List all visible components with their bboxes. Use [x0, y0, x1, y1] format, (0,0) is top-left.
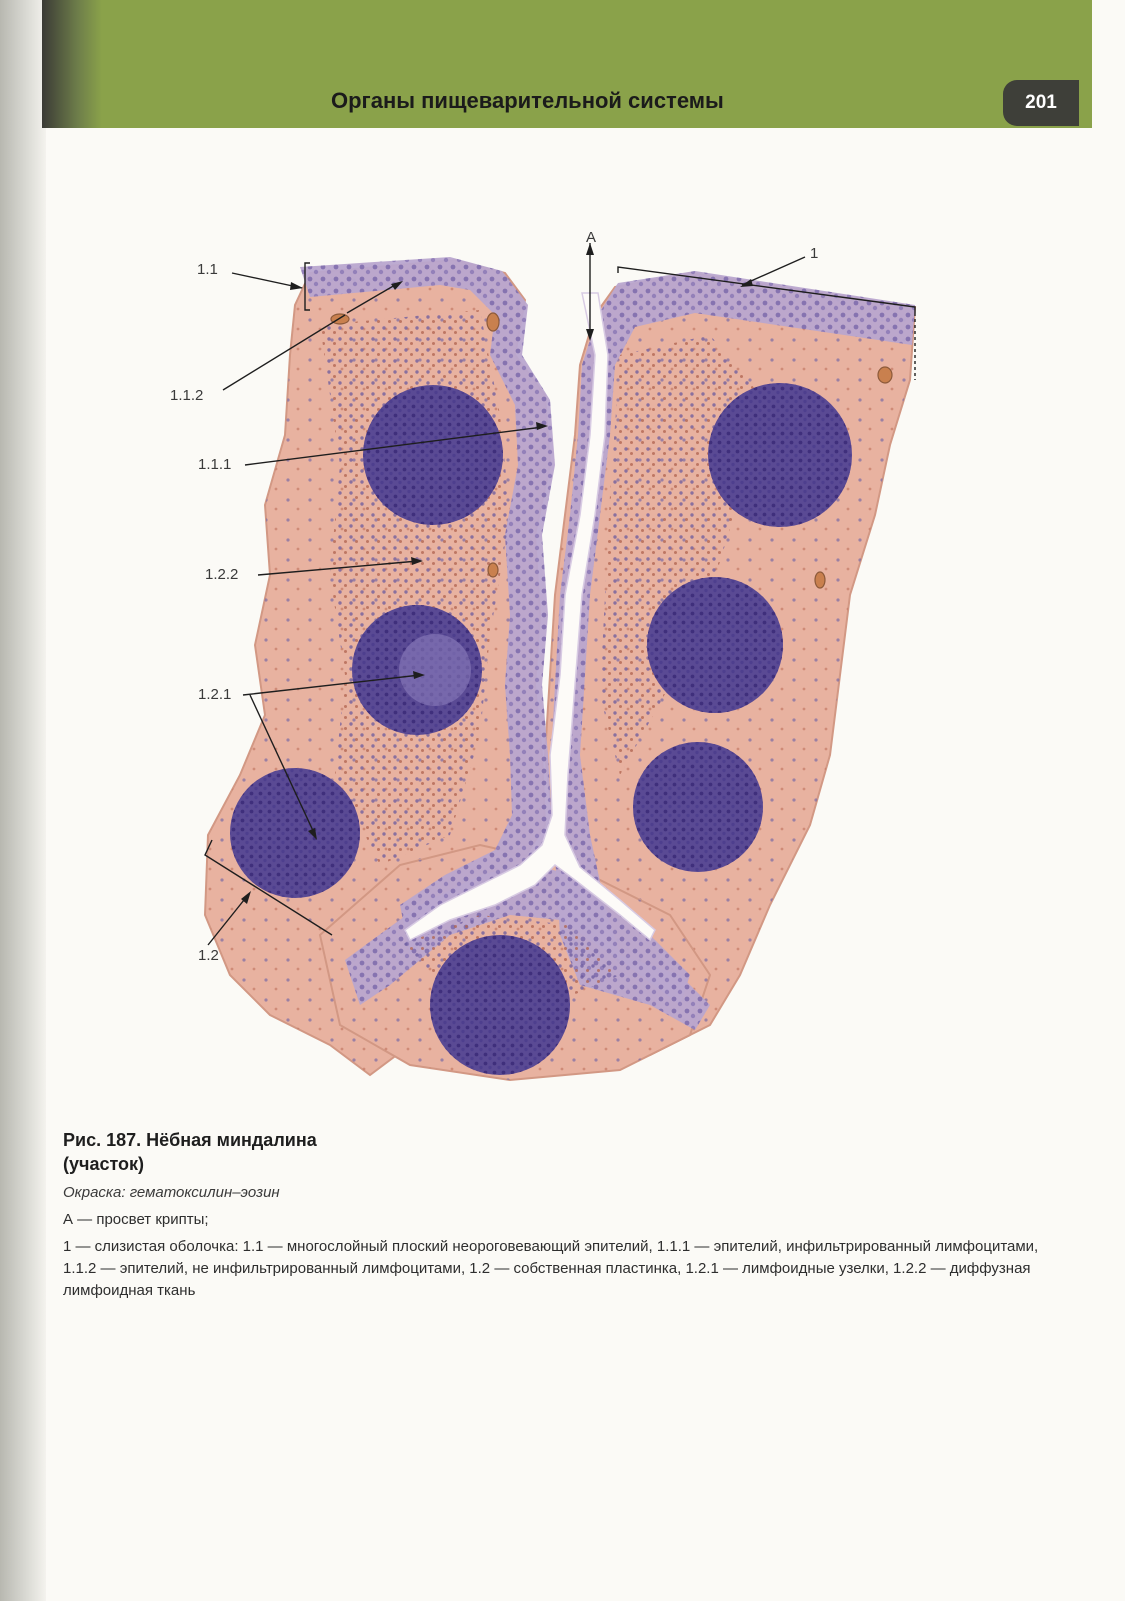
page-spine-shadow — [0, 0, 46, 1601]
caption-legend-a: А — просвет крипты; — [63, 1211, 209, 1228]
tonsil-illustration — [150, 215, 950, 1095]
header-bar-edge — [42, 0, 102, 128]
caption-stain: Окраска: гематоксилин–эозин — [63, 1184, 280, 1201]
label-A: A — [586, 229, 597, 246]
running-title: Органы пищеварительной системы — [331, 88, 724, 113]
label-1-1: 1.1 — [197, 261, 218, 278]
tonsil-drawing — [150, 215, 950, 1095]
label-1-2: 1.2 — [198, 947, 219, 964]
label-1-2-1: 1.2.1 — [198, 686, 232, 703]
figure-caption-title — [63, 1128, 463, 1176]
caption-title-line-1: Рис. 187. Нёбная миндалина — [63, 1130, 317, 1150]
label-1-2-2: 1.2.2 — [205, 566, 239, 583]
caption-legend-1: 1 — слизистая оболочка: 1.1 — многослойный плоский неороговевающий эпителий, 1.1.1 — эпителий, инфильтрированный лимфоцитами, 1.1.2 — эпителий, не инфильтрированный лимфоцитами, 1.2 — собственная пластинка, 1.2.1 — лимфоидные узелки, 1.2.2 — диффузная лимфоидная ткань — [63, 1238, 1039, 1299]
label-1-1-1: 1.1.1 — [198, 456, 232, 473]
caption-title-line-2: (участок) — [63, 1154, 145, 1174]
page-number: 201 — [1003, 80, 1079, 126]
label-1: 1 — [810, 245, 819, 262]
label-1-1-2: 1.1.2 — [170, 387, 204, 404]
